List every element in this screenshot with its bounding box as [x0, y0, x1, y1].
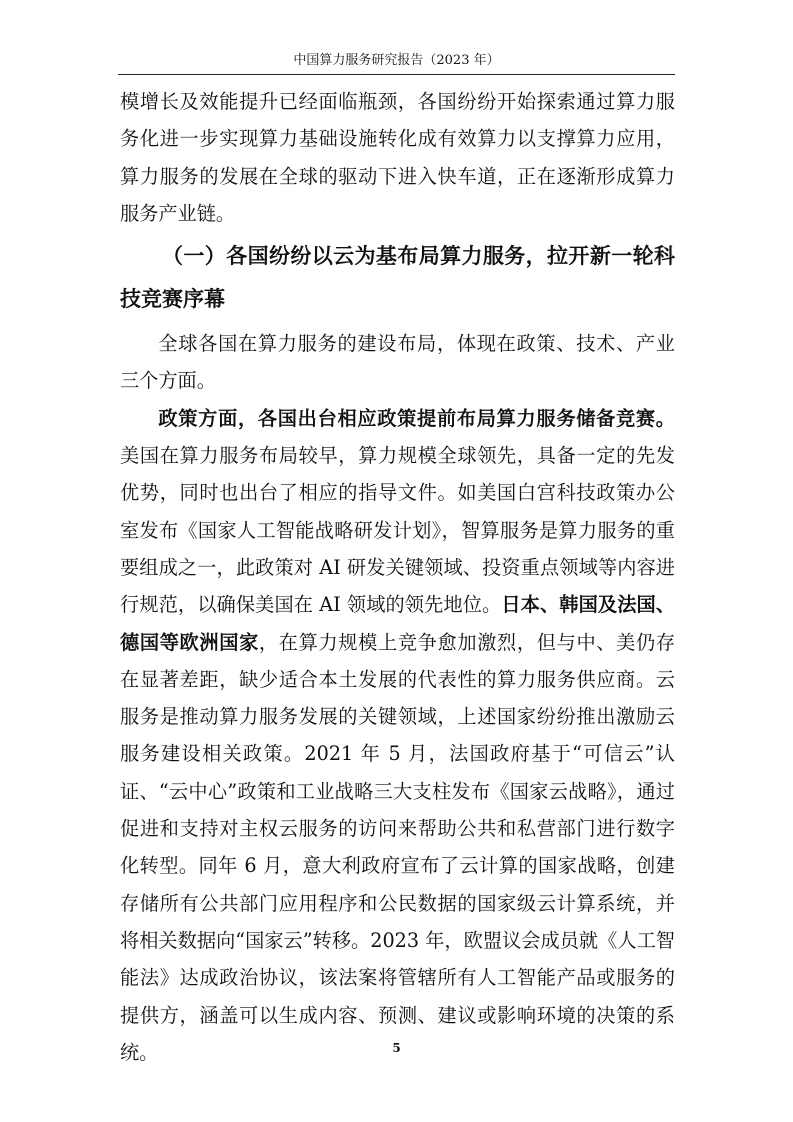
header-rule [118, 74, 675, 75]
policy-lead-sentence: 政策方面，各国出台相应政策提前布局算力服务储备竞赛。 [158, 406, 675, 430]
paragraph-overview: 全球各国在算力服务的建设布局，体现在政策、技术、产业三个方面。 [120, 332, 675, 393]
policy-text-us: 美国在算力服务布局较早，算力规模全球领先，具备一定的先发优势，同时也出台了相应的指导文件。如美国白宫科技政策办公室发布《国家人工智能战略研发计划》，智算服务是算力服务的重要组成之一，此政策对 AI 研发关键领域、投资重点领域等内容进行规范，以确保美国在 AI 领域的领先地位。 [120, 444, 675, 617]
paragraph-policy [120, 400, 675, 1071]
intro-paragraph: 模增长及效能提升已经面临瓶颈，各国纷纷开始探索通过算力服务化进一步实现算力基础设施转化成有效算力以支撑算力应用，算力服务的发展在全球的驱动下进入快车道，正在逐渐形成算力服务产业链。 [120, 90, 675, 225]
running-header: 中国算力服务研究报告（2023 年） [293, 53, 500, 68]
page-body [120, 83, 675, 1071]
section-heading: （一）各国纷纷以云为基布局算力服务，拉开新一轮科技竞赛序幕 [120, 243, 675, 312]
policy-countries-emphasis: 日本、韩国及法国、德国等欧洲国家 [120, 593, 676, 654]
policy-text-eu: ，在算力规模上竞争愈加激烈，但与中、美仍存在显著差距，缺少适合本土发展的代表性的算力服务供应商。云服务是推动算力服务发展的关键领域，上述国家纷纷推出激励云服务建设相关政策。2021 年 5 月，法国政府基于“可信云”认证、“云中心”政策和工业战略三大支柱发布《国家云战略》，通过促进和支持对主权云服务的访问来帮助公共和私营部门进行数字化转型。同年 6 月，意大利政府宣布了云计算的国家战略，创建存储所有公共部门应用程序和公民数据的国家级云计算系统，并将相关数据向“国家云”转移。2023 年，欧盟议会成员就《人工智能法》达成政治协议，该法案将管辖所有人工智能产品或服务的提供方，涵盖可以生成内容、预测、建议或影响环境的决策的系统。 [120, 630, 676, 1064]
page-number: 5 [392, 1041, 401, 1055]
